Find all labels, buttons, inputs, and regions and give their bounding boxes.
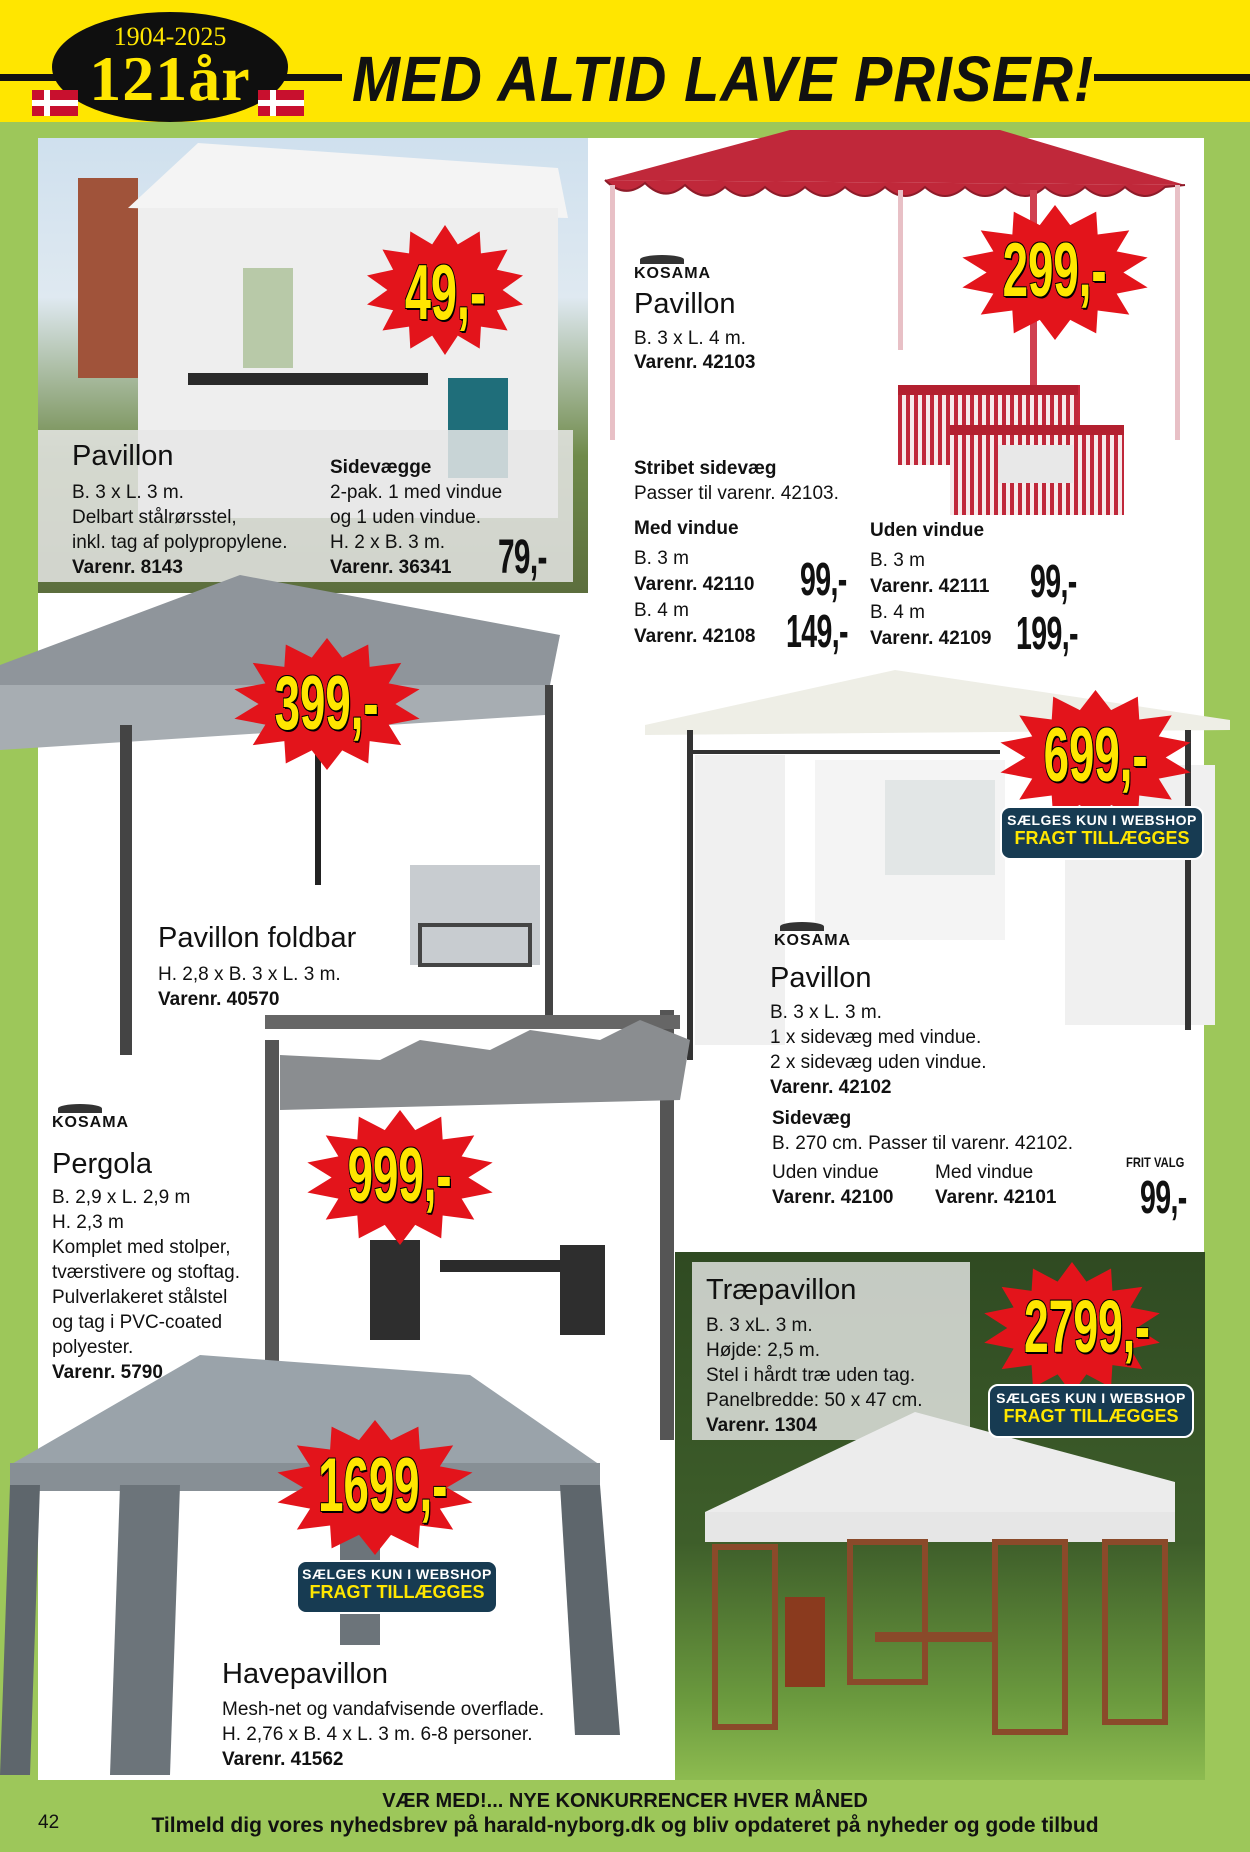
danish-flag-icon xyxy=(32,90,78,116)
price-burst xyxy=(998,690,1193,825)
product-varenr: Varenr. 1304 xyxy=(706,1415,817,1436)
brand-logo: KOSAMA xyxy=(52,1104,129,1132)
product-spec: Komplet med stolper, xyxy=(52,1237,231,1258)
stribet-sidevaeg-photo xyxy=(898,385,1124,515)
size: B. 3 m xyxy=(634,548,689,569)
section-heading: Uden vindue xyxy=(870,520,985,541)
webshop-line1: SÆLGES KUN I WEBSHOP xyxy=(996,1390,1186,1406)
product-price: 99,- xyxy=(1140,1171,1187,1223)
product-title: Pavillon foldbar xyxy=(158,922,357,954)
footer-contest: VÆR MED!... NYE KONKURRENCER HVER MÅNED xyxy=(382,1790,868,1812)
webshop-badge xyxy=(988,1384,1194,1438)
product-price: 79,- xyxy=(498,531,547,584)
product-spec: H. 2,3 m xyxy=(52,1212,124,1233)
product-spec: 1 x sidevæg med vindue. xyxy=(770,1027,982,1048)
product-title: Træpavillon xyxy=(706,1274,857,1306)
webshop-line2: FRAGT TILLÆGGES xyxy=(309,1582,485,1602)
product-spec: og tag i PVC-coated xyxy=(52,1312,223,1333)
product-title: Pavillon xyxy=(634,288,736,320)
product-spec: Stel i hårdt træ uden tag. xyxy=(706,1365,916,1386)
product-title: Havepavillon xyxy=(222,1658,389,1690)
product-price: 99,- xyxy=(800,553,847,605)
product-varenr: Varenr. 42103 xyxy=(634,352,756,373)
size: B. 4 m xyxy=(634,600,689,621)
headline: MED ALTID LAVE PRISER! xyxy=(352,43,1094,115)
burst-price: 49,- xyxy=(404,248,486,336)
product-spec: B. 3 x L. 3 m. xyxy=(770,1002,882,1023)
product-varenr: Varenr. 42110 xyxy=(634,574,755,595)
burst-price: 1699,- xyxy=(318,1443,448,1528)
product-spec: polyester. xyxy=(52,1337,134,1358)
product-varenr: Varenr. 5790 xyxy=(52,1362,163,1383)
brand-logo: KOSAMA xyxy=(774,922,851,950)
header-rule-right xyxy=(1094,74,1250,81)
burst-price: 699,- xyxy=(1043,713,1148,798)
anniversary-badge xyxy=(52,12,288,122)
burst-price: 299,- xyxy=(1003,228,1107,313)
burst-price: 999,- xyxy=(348,1133,452,1218)
webshop-badge xyxy=(296,1560,498,1614)
product-varenr: Varenr. 40570 xyxy=(158,989,280,1010)
product-spec: B. 3 x L. 4 m. xyxy=(634,328,746,349)
option-label: Uden vindue xyxy=(772,1162,879,1183)
product-spec: H. 2,8 x B. 3 x L. 3 m. xyxy=(158,964,341,985)
product-spec: Panelbredde: 50 x 47 cm. xyxy=(706,1390,923,1411)
product-varenr: Varenr. 36341 xyxy=(330,557,452,578)
product-spec: 2-pak. 1 med vindue xyxy=(330,482,503,503)
product-varenr: Varenr. 8143 xyxy=(72,557,183,578)
product-spec: Delbart stålrørsstel, xyxy=(72,507,237,528)
price-burst xyxy=(982,1262,1162,1394)
product-varenr: Varenr. 42102 xyxy=(770,1077,892,1098)
option-label: Med vindue xyxy=(935,1162,1034,1183)
product-varenr: Varenr. 42108 xyxy=(634,626,756,647)
burst-price: 399,- xyxy=(275,661,379,746)
product-spec: Pulverlakeret stålstel xyxy=(52,1287,228,1308)
badge-anniversary: 121år xyxy=(89,43,251,114)
price-burst xyxy=(960,205,1150,340)
product-price: 199,- xyxy=(1016,607,1078,659)
danish-flag-icon xyxy=(258,90,304,116)
product-varenr: Varenr. 41562 xyxy=(222,1749,344,1770)
product-varenr: Varenr. 42100 xyxy=(772,1187,894,1208)
webshop-line2: FRAGT TILLÆGGES xyxy=(1003,1406,1179,1426)
header-rule-mid xyxy=(280,74,342,81)
product-spec: 2 x sidevæg uden vindue. xyxy=(770,1052,987,1073)
price-burst xyxy=(365,225,525,355)
product-varenr: Varenr. 42101 xyxy=(935,1187,1057,1208)
webshop-badge xyxy=(1000,806,1204,860)
product-varenr: Varenr. 42111 xyxy=(870,576,990,597)
product-title: Sidevægge xyxy=(330,457,432,478)
product-spec: inkl. tag af polypropylene. xyxy=(72,532,288,553)
page-number: 42 xyxy=(38,1812,60,1833)
brand-logo: KOSAMA xyxy=(634,255,711,283)
badge-years: 1904-2025 xyxy=(113,22,227,51)
product-title: Sidevæg xyxy=(772,1108,852,1129)
price-burst xyxy=(232,638,422,770)
product-spec: tværstivere og stoftag. xyxy=(52,1262,240,1283)
webshop-line1: SÆLGES KUN I WEBSHOP xyxy=(1007,812,1197,828)
product-note: B. 270 cm. Passer til varenr. 42102. xyxy=(772,1133,1073,1154)
product-note: Passer til varenr. 42103. xyxy=(634,483,839,504)
product-title: Pavillon xyxy=(770,962,872,994)
product-spec: Højde: 2,5 m. xyxy=(706,1340,821,1361)
price-burst xyxy=(275,1420,475,1555)
burst-price: 2799,- xyxy=(1023,1285,1150,1368)
product-price: 149,- xyxy=(786,605,848,657)
webshop-line2: FRAGT TILLÆGGES xyxy=(1014,828,1190,848)
product-price: 99,- xyxy=(1030,555,1077,607)
frit-valg-label: FRIT VALG xyxy=(1126,1154,1185,1170)
product-varenr: Varenr. 42109 xyxy=(870,628,992,649)
product-spec: B. 3 x L. 3 m. xyxy=(72,482,184,503)
product-spec: og 1 uden vindue. xyxy=(330,507,482,528)
product-spec: H. 2 x B. 3 m. xyxy=(330,532,446,553)
price-burst xyxy=(305,1110,495,1245)
product-title: Stribet sidevæg xyxy=(634,458,777,479)
section-heading: Med vindue xyxy=(634,518,739,539)
webshop-line1: SÆLGES KUN I WEBSHOP xyxy=(302,1566,492,1582)
size: B. 4 m xyxy=(870,602,925,623)
product-spec: B. 2,9 x L. 2,9 m xyxy=(52,1187,191,1208)
size: B. 3 m xyxy=(870,550,925,571)
footer-newsletter[interactable]: Tilmeld dig vores nyhedsbrev på harald-nyborg.dk og bliv opdateret på nyheder og gode tilbud xyxy=(151,1814,1099,1837)
product-spec: Mesh-net og vandafvisende overflade. xyxy=(222,1699,545,1720)
product-spec: H. 2,76 x B. 4 x L. 3 m. 6-8 personer. xyxy=(222,1724,533,1745)
product-spec: B. 3 xL. 3 m. xyxy=(706,1315,813,1336)
product-title: Pavillon xyxy=(72,440,174,472)
header-rule-left xyxy=(0,74,60,81)
product-title: Pergola xyxy=(52,1148,152,1180)
